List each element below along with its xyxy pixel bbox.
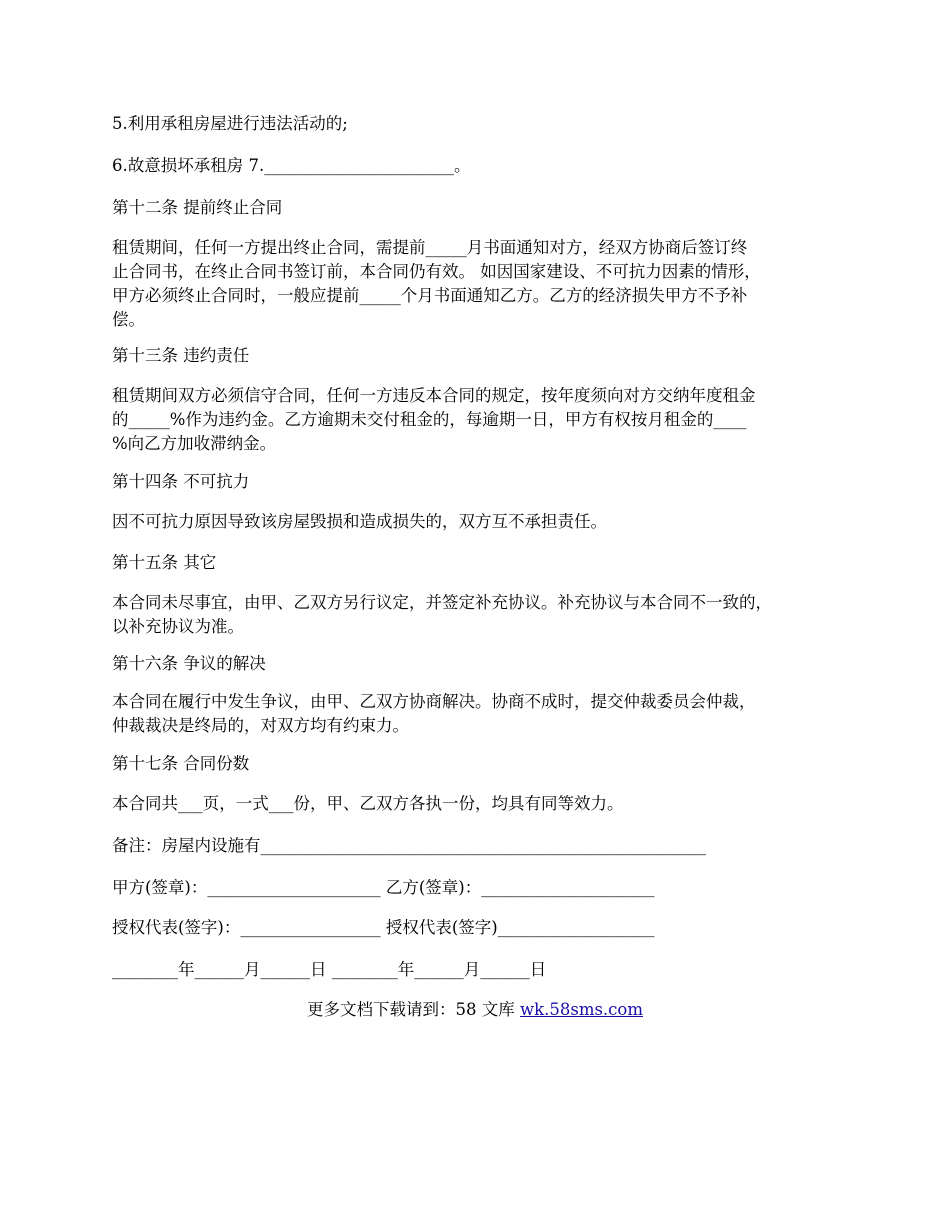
article-15-line-2: 以补充协议为准。 bbox=[112, 617, 244, 636]
article-17-title: 第十七条 合同份数 bbox=[112, 754, 250, 773]
article-13-body bbox=[112, 384, 847, 456]
article-14-body: 因不可抗力原因导致该房屋毁损和造成损失的，双方互不承担责任。 bbox=[112, 512, 607, 531]
article-12-line-4: 偿。 bbox=[112, 310, 145, 329]
article-12-title: 第十二条 提前终止合同 bbox=[112, 198, 283, 217]
clause-item-5: 5.利用承租房屋进行违法活动的; bbox=[112, 114, 348, 133]
article-16-line-2: 仲裁裁决是终局的，对双方均有约束力。 bbox=[112, 716, 409, 735]
article-12-line-3: 甲方必须终止合同时，一般应提前_____个月书面通知乙方。乙方的经济损失甲方不予补 bbox=[112, 286, 748, 305]
article-13-line-2: 的_____%作为违约金。乙方逾期未交付租金的，每逾期一日，甲方有权按月租金的____ bbox=[112, 410, 747, 429]
article-15-title: 第十五条 其它 bbox=[112, 553, 217, 572]
article-14-title: 第十四条 不可抗力 bbox=[112, 472, 250, 491]
footer-link[interactable]: wk.58sms.com bbox=[519, 1000, 643, 1019]
date-line: ________年______月______日 ________年______月______日 bbox=[112, 960, 547, 979]
article-15-line-1: 本合同未尽事宜，由甲、乙双方另行议定，并签定补充协议。补充协议与本合同不一致的， bbox=[112, 593, 772, 612]
article-15-body bbox=[112, 591, 847, 639]
article-17-body: 本合同共___页，一式___份，甲、乙双方各执一份，均具有同等效力。 bbox=[112, 794, 624, 813]
signature-representatives-line: 授权代表(签字)：_________________ 授权代表(签字)___________________ bbox=[112, 918, 655, 937]
article-12-line-1: 租赁期间，任何一方提出终止合同，需提前_____月书面通知对方，经双方协商后签订终 bbox=[112, 238, 748, 257]
article-13-title: 第十三条 违约责任 bbox=[112, 346, 250, 365]
signature-parties-line: 甲方(签章)：_____________________ 乙方(签章)：_____________________ bbox=[112, 878, 655, 897]
remark-line: 备注：房屋内设施有______________________________________________________ bbox=[112, 836, 706, 855]
footer-text: 更多文档下载请到：58 文库 bbox=[306, 1000, 520, 1019]
article-13-line-3: %向乙方加收滞纳金。 bbox=[112, 434, 277, 453]
article-16-title: 第十六条 争议的解决 bbox=[112, 654, 266, 673]
footer bbox=[0, 998, 950, 1022]
clause-item-6: 6.故意损坏承租房 7._______________________。 bbox=[112, 156, 471, 175]
article-13-line-1: 租赁期间双方必须信守合同，任何一方违反本合同的规定，按年度须向对方交纳年度租金 bbox=[112, 386, 756, 405]
article-12-line-2: 止合同书，在终止合同书签订前，本合同仍有效。 如因国家建设、不可抗力因素的情形， bbox=[112, 262, 761, 281]
article-16-body bbox=[112, 690, 847, 738]
article-12-body bbox=[112, 236, 847, 332]
article-16-line-1: 本合同在履行中发生争议，由甲、乙双方协商解决。协商不成时，提交仲裁委员会仲裁， bbox=[112, 692, 756, 711]
